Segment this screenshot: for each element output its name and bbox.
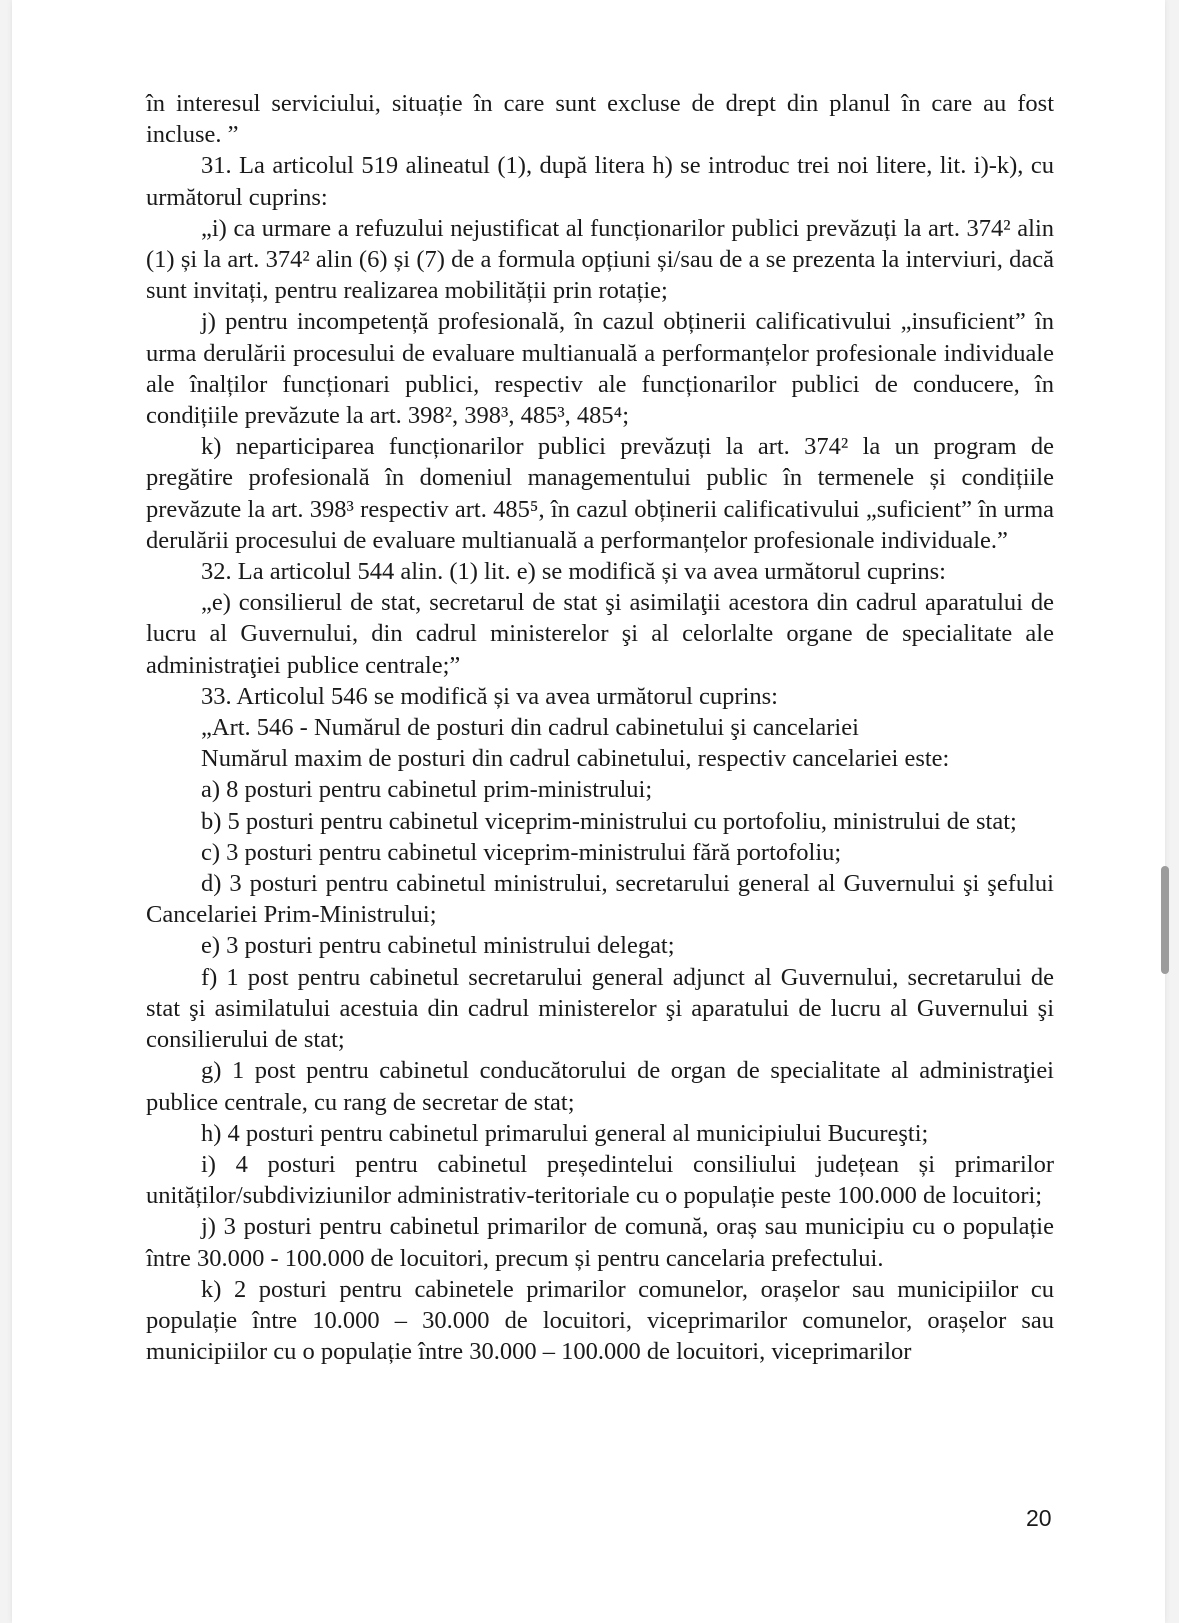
list-item: d) 3 posturi pentru cabinetul ministrului, secretarului general al Guvernului şi şefului Cancelariei Prim-Ministrului; xyxy=(146,870,1054,929)
paragraph: 32. La articolul 544 alin. (1) lit. e) se modifică și va avea următorul cuprins: xyxy=(201,558,946,586)
paragraph: „e) consilierul de stat, secretarul de stat şi asimilaţii acestora din cadrul aparatului de lucru al Guvernului, din cadrul ministerelor şi al celorlalte organe de specialitate ale administraţiei publice centrale;” xyxy=(146,589,1054,679)
paragraph: în interesul serviciului, situație în care sunt excluse de drept din planul în care au fost incluse. ” xyxy=(146,90,1054,149)
list-item: i) 4 posturi pentru cabinetul președintelui consiliului județean și primarilor unităților/subdiviziunilor administrativ-teritoriale cu o populație peste 100.000 de locuitori; xyxy=(146,1150,1054,1210)
list-item: b) 5 posturi pentru cabinetul viceprim-ministrului cu portofoliu, ministrului de stat; xyxy=(201,807,1017,835)
list-item: c) 3 posturi pentru cabinetul viceprim-ministrului fără portofoliu; xyxy=(201,838,842,866)
scrollbar-thumb[interactable] xyxy=(1161,866,1169,974)
paragraph: Numărul maxim de posturi din cadrul cabinetului, respectiv cancelariei este: xyxy=(201,745,950,773)
paragraph: 33. Articolul 546 se modifică și va avea următorul cuprins: xyxy=(201,682,778,710)
list-item: a) 8 posturi pentru cabinetul prim-ministrului; xyxy=(201,776,653,804)
paragraph: k) neparticiparea funcționarilor publici prevăzuți la art. 374² la un program de pregătire profesională în domeniul managementului public în termenele și condițiile prevăzute la art. 398³ respectiv art. 485⁵, în cazul obținerii calificativului „suficient” în urma derulării procesului de evaluare multianuală a performanțelor profesionale individuale.” xyxy=(146,433,1054,554)
paragraph: 31. La articolul 519 alineatul (1), după litera h) se introduc trei noi litere, lit. i)-k), cu următorul cuprins: xyxy=(146,152,1054,211)
document-body xyxy=(146,88,1054,1367)
list-item: e) 3 posturi pentru cabinetul ministrului delegat; xyxy=(201,932,675,960)
paragraph: „Art. 546 - Numărul de posturi din cadrul cabinetului şi cancelariei xyxy=(201,714,859,742)
paragraph: j) pentru incompetență profesională, în cazul obținerii calificativului „insuficient” în urma derulării procesului de evaluare multianuală a performanțelor profesionale individuale ale înalților funcționari publici, respectiv ale funcționarilor publici de conducere, în condițiile prevăzute la art. 398², 398³, 485³, 485⁴; xyxy=(146,308,1054,430)
document-page xyxy=(12,0,1165,1623)
page-number: 20 xyxy=(1026,1505,1052,1531)
list-item: j) 3 posturi pentru cabinetul primarilor de comună, oraș sau municipiu cu o populație între 30.000 - 100.000 de locuitori, precum și pentru cancelaria prefectului. xyxy=(146,1213,1054,1272)
list-item: f) 1 post pentru cabinetul secretarului general adjunct al Guvernului, secretarului de stat şi asimilatului acestuia din cadrul ministerelor şi aparatului de lucru al Guvernului şi consilierului de stat; xyxy=(146,963,1054,1054)
paragraph: „i) ca urmare a refuzului nejustificat al funcționarilor publici prevăzuți la art. 374² alin (1) și la art. 374² alin (6) și (7) de a formula opțiuni și/sau de a se prezenta la interviuri, dacă sunt invitați, pentru realizarea mobilității prin rotație; xyxy=(146,214,1054,305)
list-item: h) 4 posturi pentru cabinetul primarului general al municipiului Bucureşti; xyxy=(201,1119,929,1147)
list-item: k) 2 posturi pentru cabinetele primarilor comunelor, orașelor sau municipiilor cu populație între 10.000 – 30.000 de locuitori, viceprimarilor comunelor, orașelor sau municipiilor cu o populație între 30.000 – 100.000 de locuitori, viceprimarilor xyxy=(146,1275,1054,1366)
list-item: g) 1 post pentru cabinetul conducătorului de organ de specialitate al administraţiei publice centrale, cu rang de secretar de stat; xyxy=(146,1057,1054,1116)
